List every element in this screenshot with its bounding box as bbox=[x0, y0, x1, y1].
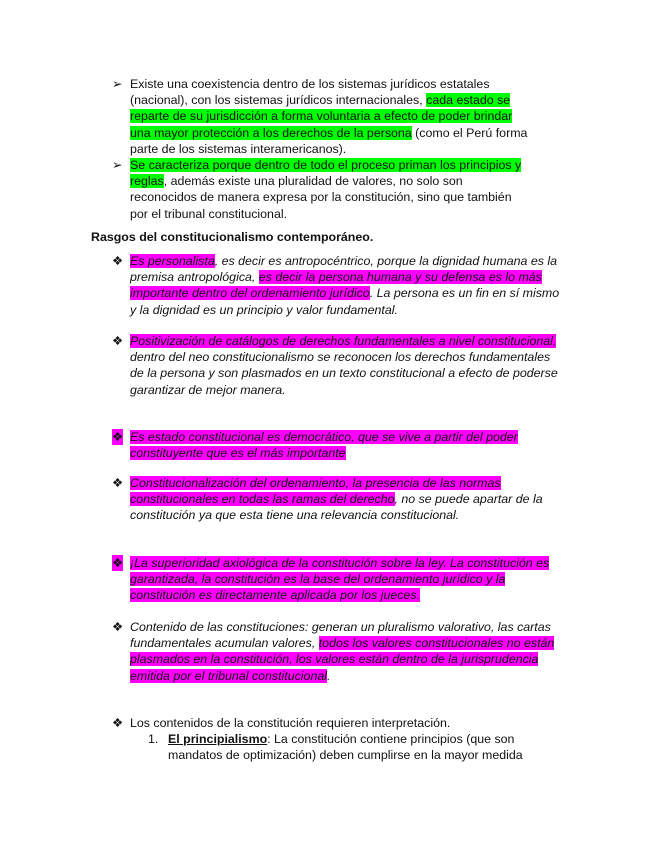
diamond-bullet-icon: ❖ bbox=[112, 334, 124, 348]
highlight-green: cada estado se reparte de su jurisdicción a forma voluntaria a efecto de poder brindar una mayor protección a los derechos de la persona bbox=[130, 93, 513, 140]
item-number: 1. bbox=[148, 732, 159, 746]
text-run: : La constitución contiene principios (que son mandatos de optimización) deben cumplirse en la mayor medida bbox=[168, 732, 523, 763]
highlight-magenta: ¡La superioridad axiológica de la constitución sobre la ley. La constitución es garantizada, la constitución es la base del ordenamiento jurídico y la constitución es directamente aplicada por los jueces. bbox=[130, 556, 550, 603]
diamond-bullet-icon: ❖ bbox=[112, 254, 124, 268]
diamond-bullet-icon: ❖ bbox=[112, 620, 124, 634]
highlight-magenta: Es estado constitucional es democrático, que se vive a partir del poder constituyente que es el más importante bbox=[130, 430, 518, 461]
highlight-green: Se caracteriza porque dentro de todo el proceso priman los principios y reglas bbox=[130, 158, 522, 189]
interpretation-text: Los contenidos de la constitución requieren interpretación. bbox=[130, 716, 451, 730]
highlight-magenta: Positivización de catálogos de derechos fundamentales a nivel constitucional, bbox=[130, 334, 557, 348]
feature-2-text bbox=[130, 333, 564, 398]
arrow-bullet-icon: ➢ bbox=[112, 158, 123, 172]
text-run: Existe una coexistencia dentro de los sistemas jurídicos estatales (nacional), con los sistemas jurídicos internacionales, bbox=[130, 77, 490, 108]
feature-4 bbox=[112, 475, 564, 524]
text-run: . bbox=[326, 668, 331, 683]
text-run: , es decir es antropocéntrico, porque la dignidad humana es la premisa antropológica, bbox=[130, 254, 558, 285]
feature-3 bbox=[112, 429, 542, 461]
section-heading: Rasgos del constitucionalismo contemporáneo. bbox=[91, 230, 374, 244]
numbered-item-1 bbox=[148, 731, 540, 763]
diamond-bullet-icon: ❖ bbox=[112, 430, 124, 444]
highlight-magenta: Constitucionalización del ordenamiento, la presencia de las normas constitucionales en todas las ramas del derecho bbox=[130, 476, 501, 507]
feature-5-text bbox=[130, 555, 552, 604]
diamond-bullet-icon: ❖ bbox=[112, 716, 124, 730]
top-bullet-1 bbox=[112, 76, 532, 157]
top-bullet-2-text bbox=[130, 157, 532, 222]
feature-1-text bbox=[130, 253, 564, 318]
numbered-item-text bbox=[168, 731, 540, 763]
feature-6 bbox=[112, 619, 560, 684]
diamond-bullet-icon: ❖ bbox=[112, 476, 124, 490]
top-bullet-1-text bbox=[130, 76, 532, 157]
item-title: El principialismo bbox=[168, 732, 268, 746]
highlight-magenta: todos los valores constitucionales no están plasmados en la constitución, los valores están dentro de la jurisprudencia emitida por el tribunal constitucional bbox=[130, 636, 555, 683]
diamond-bullet-icon: ❖ bbox=[112, 556, 124, 570]
arrow-bullet-icon: ➢ bbox=[112, 77, 123, 91]
text-run: (como el Perú forma parte de los sistemas interamericanos). bbox=[130, 125, 528, 156]
feature-2 bbox=[112, 333, 564, 398]
text-run: Contenido de las constituciones: generan un pluralismo valorativo, las cartas fundamentales acumulan valores, bbox=[130, 620, 551, 651]
feature-1 bbox=[112, 253, 564, 318]
text-run: , no se puede apartar de la constitución ya que esta tiene una relevancia constitucional. bbox=[130, 492, 543, 523]
feature-3-text bbox=[130, 429, 542, 461]
highlight-magenta: Es personalista bbox=[130, 254, 215, 268]
feature-5 bbox=[112, 555, 552, 604]
text-run: , además existe una pluralidad de valores, no solo son reconocidos de manera expresa por la constitución, sino que también por el tribunal constitucional. bbox=[130, 174, 512, 221]
top-bullet-2 bbox=[112, 157, 532, 222]
text-run: . La persona es un fin en sí mismo y la dignidad es un principio y valor fundamental. bbox=[130, 286, 560, 317]
highlight-magenta: es decir la persona humana y su defensa es lo más importante dentro del ordenamiento jurídico bbox=[130, 270, 542, 301]
interpretation-bullet bbox=[112, 715, 572, 731]
text-run: dentro del neo constitucionalismo se reconocen los derechos fundamentales de la persona y son plasmados en un texto constitucional a efecto de poderse garantizar de mejor manera. bbox=[130, 350, 558, 397]
feature-6-text bbox=[130, 619, 560, 684]
feature-4-text bbox=[130, 475, 564, 524]
